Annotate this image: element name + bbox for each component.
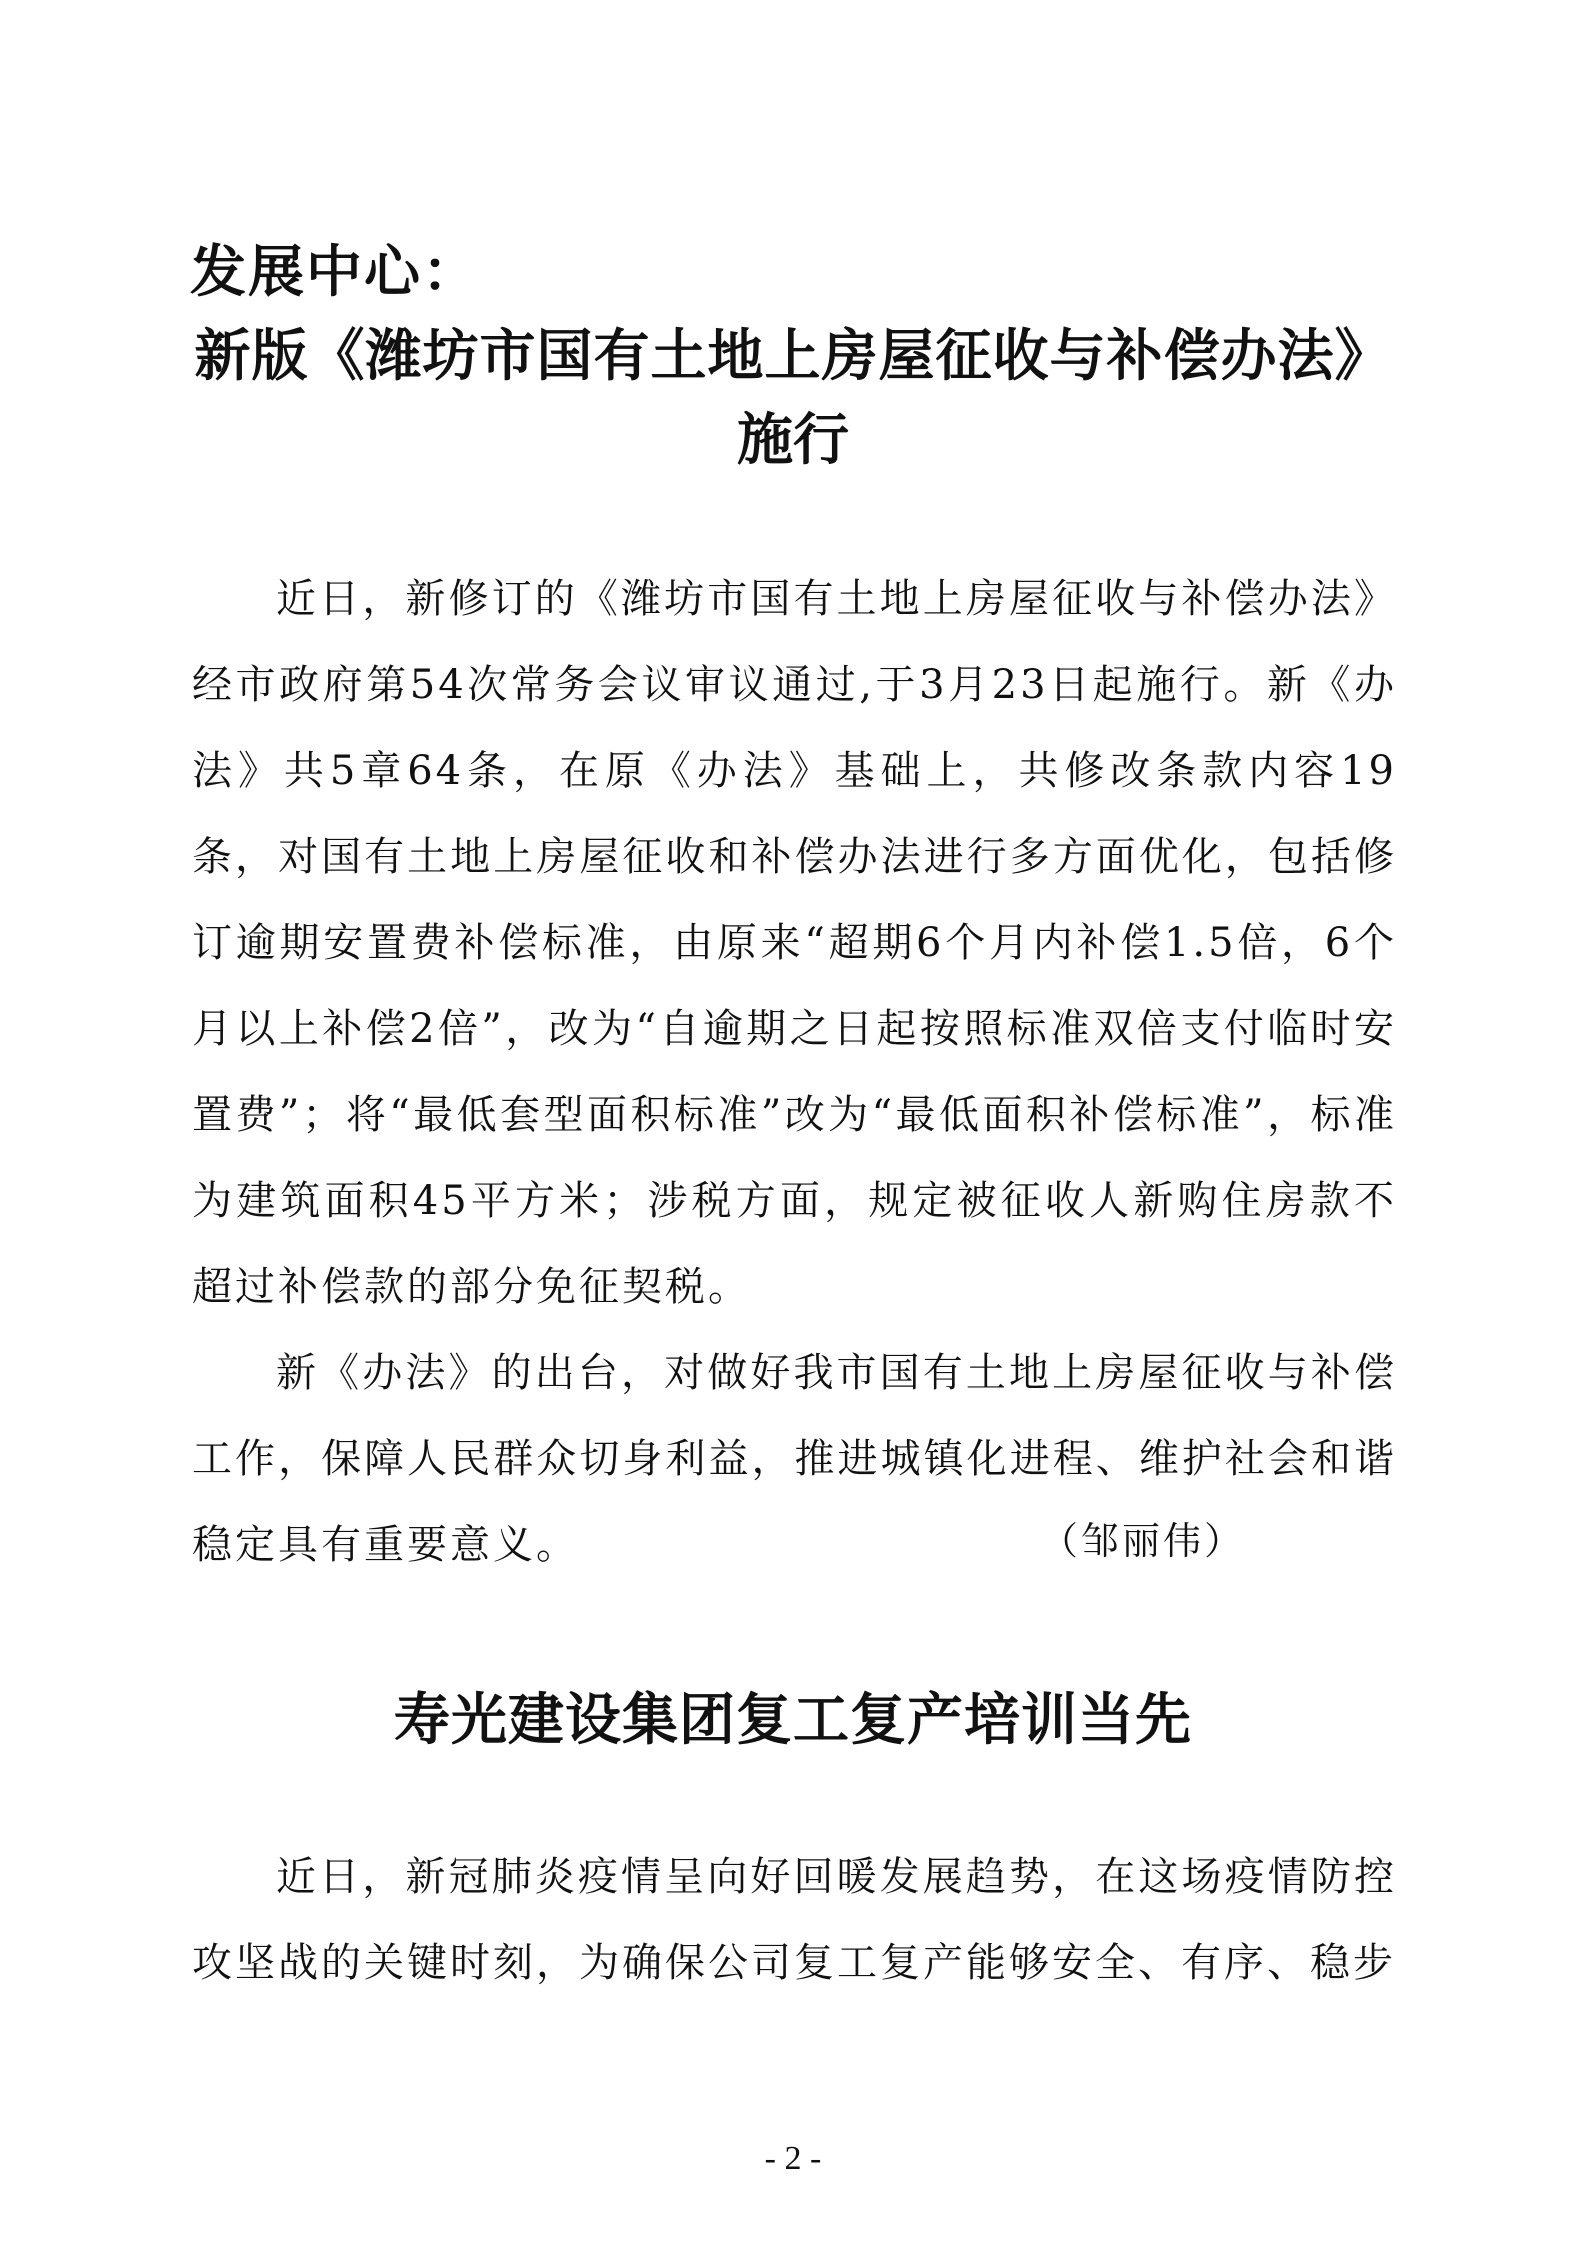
article2-title: 寿光建设集团复工复产培训当先 xyxy=(394,1687,1192,1753)
article1-title-line1: 新版《潍坊市国有土地上房屋征收与补偿办法》 xyxy=(194,323,1392,389)
page-number: - 2 - xyxy=(764,2140,822,2177)
article1-paragraph: 新《办法》的出台，对做好我市国有土地上房屋征收与补偿工作，保障人民群众切身利益，推进城镇化进程、维护社会和谐稳定具有重要意义。 xyxy=(192,1350,1397,1568)
article2-body xyxy=(192,1834,1397,2006)
article1-author: （邹丽伟） xyxy=(1040,1519,1246,1563)
article1-title-line2: 施行 xyxy=(737,407,849,473)
article2-paragraph: 近日，新冠肺炎疫情呈向好回暖发展趋势，在这场疫情防控攻坚战的关键时刻，为确保公司复工复产能够安全、有序、稳步 xyxy=(192,1854,1397,1986)
article1-section-label: 发展中心： xyxy=(190,239,480,305)
article1-body xyxy=(192,556,1397,1588)
article1-paragraph: 近日，新修订的《潍坊市国有土地上房屋征收与补偿办法》经市政府第54次常务会议审议通过,于3月23日起施行。新《办法》共5章64条，在原《办法》基础上，共修改条款内容19条，对国有土地上房屋征收和补偿办法进行多方面优化，包括修订逾期安置费补偿标准，由原来“超期6个月内补偿1.5倍，6个月以上补偿2倍”，改为“自逾期之日起按照标准双倍支付临时安置费”；将“最低套型面积标准”改为“最低面积补偿标准”，标准为建筑面积45平方米；涉税方面，规定被征收人新购住房款不超过补偿款的部分免征契税。 xyxy=(192,576,1397,1310)
